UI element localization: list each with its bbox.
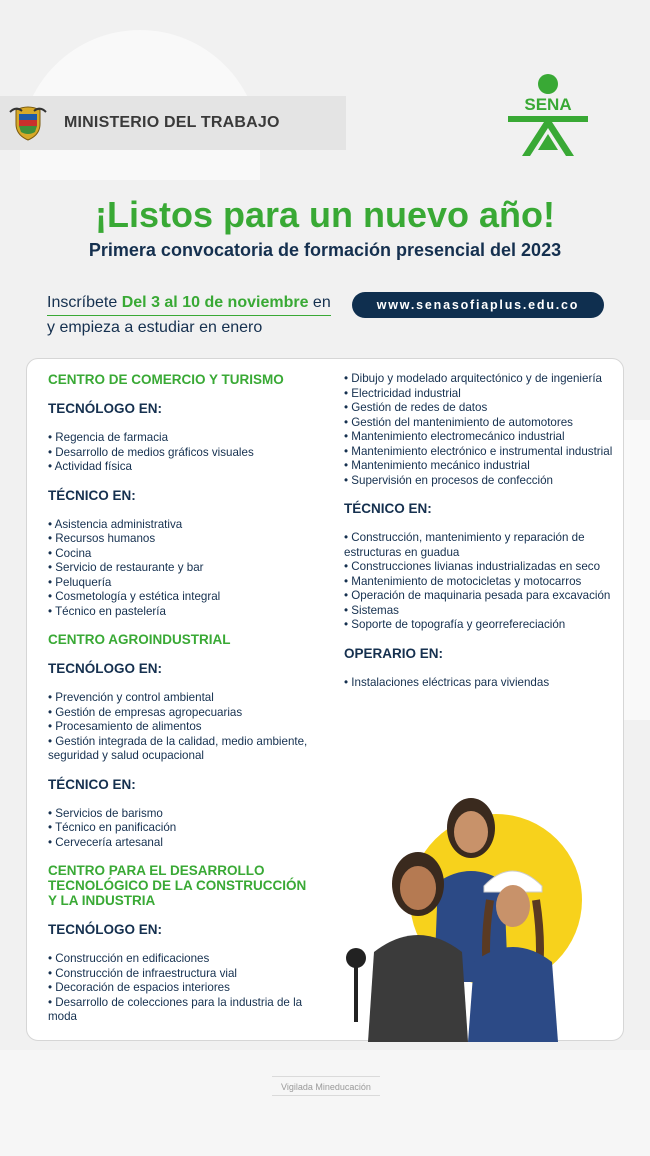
program-item: • Procesamiento de alimentos [48, 720, 202, 733]
center-name: CENTRO PARA EL DESARROLLO TECNOLÓGICO DE LA CONSTRUCCIÓN Y LA INDUSTRIA [48, 863, 307, 908]
program-list [344, 676, 618, 691]
left-column [48, 372, 318, 1038]
program-item: • Cocina [48, 546, 92, 560]
program-item: • Supervisión en procesos de confección [344, 473, 554, 487]
level-heading: TECNÓLOGO EN: [48, 661, 162, 676]
footer-vigilada: Vigilada Mineducación [272, 1076, 380, 1096]
program-item: • Soporte de topografía y georrefereciación [344, 618, 566, 631]
program-item: • Gestión de redes de datos [344, 401, 488, 414]
program-item: • Mantenimiento electrónico e instrumental industrial [344, 444, 613, 458]
program-item: • Servicios de barismo [48, 806, 163, 820]
signup-prefix: Inscríbete [47, 294, 118, 311]
program-list [48, 691, 318, 764]
sena-logo-text: SENA [524, 95, 572, 114]
program-item: • Instalaciones eléctricas para viviendas [344, 675, 550, 689]
coat-of-arms-icon [8, 102, 48, 142]
program-item: • Servicio de restaurante y bar [48, 561, 204, 574]
program-item: • Construcción en edificaciones [48, 952, 210, 965]
program-item: • Construcción, mantenimiento y reparación de estructuras en guadua [344, 531, 585, 559]
program-item: • Gestión integrada de la calidad, medio ambiente, seguridad y salud ocupacional [48, 734, 308, 762]
students-photo [336, 782, 586, 1042]
program-item: • Actividad física [48, 460, 132, 473]
program-item: • Desarrollo de colecciones para la industria de la moda [48, 995, 303, 1023]
program-item: • Recursos humanos [48, 532, 156, 545]
program-item: • Construcción de infraestructura vial [48, 966, 237, 980]
level-heading: TECNÓLOGO EN: [48, 922, 162, 937]
program-list [48, 431, 318, 475]
signup-suffix: en [312, 294, 331, 311]
program-item: • Asistencia administrativa [48, 517, 183, 531]
program-item: • Regencia de farmacia [48, 431, 169, 444]
program-item: • Gestión de empresas agropecuarias [48, 705, 243, 719]
program-item: • Operación de maquinaria pesada para excavación [344, 589, 611, 602]
program-item: • Peluquería [48, 575, 112, 589]
center-name: CENTRO AGROINDUSTRIAL [48, 632, 231, 647]
level-heading: TÉCNICO EN: [344, 501, 432, 516]
center-name: CENTRO DE COMERCIO Y TURISMO [48, 372, 284, 387]
right-column [344, 372, 618, 703]
signup-line [47, 294, 331, 316]
program-item: • Gestión del mantenimiento de automotores [344, 415, 573, 429]
program-item: • Electricidad industrial [344, 386, 461, 400]
program-list [344, 372, 618, 488]
background-shape [0, 1050, 650, 1156]
signup-dates: Del 3 al 10 de noviembre [121, 294, 309, 311]
program-item: • Cosmetología y estética integral [48, 590, 221, 603]
program-item: • Técnico en pastelería [48, 604, 166, 618]
program-item: • Decoración de espacios interiores [48, 981, 230, 994]
sena-logo [500, 72, 596, 162]
level-heading: TECNÓLOGO EN: [48, 401, 162, 416]
program-item: • Desarrollo de medios gráficos visuales [48, 445, 254, 459]
program-list [48, 952, 318, 1025]
signup-line-2: y empieza a estudiar en enero [47, 319, 263, 336]
program-list [48, 518, 318, 620]
program-item: • Prevención y control ambiental [48, 691, 214, 704]
program-list [344, 531, 618, 633]
program-item: • Mantenimiento de motocicletas y motocarros [344, 574, 582, 588]
program-item: • Mantenimiento electromecánico industrial [344, 430, 565, 443]
level-heading: TÉCNICO EN: [48, 776, 136, 792]
program-item: • Construcciones livianas industrializadas en seco [344, 560, 601, 573]
website-link[interactable]: www.senasofiaplus.edu.co [352, 292, 604, 318]
level-heading: TÉCNICO EN: [48, 487, 136, 503]
program-item: • Mantenimiento mecánico industrial [344, 459, 530, 472]
program-item: • Dibujo y modelado arquitectónico y de ingeniería [344, 372, 602, 385]
program-item: • Sistemas [344, 603, 399, 617]
page-title: ¡Listos para un nuevo año! [94, 194, 556, 235]
page-subtitle: Primera convocatoria de formación presencial del 2023 [88, 240, 562, 260]
program-item: • Técnico en panificación [48, 821, 177, 834]
ministry-label: MINISTERIO DEL TRABAJO [64, 114, 280, 131]
program-list [48, 807, 318, 851]
level-heading: OPERARIO EN: [344, 645, 444, 661]
program-item: • Cervecería artesanal [48, 835, 163, 849]
